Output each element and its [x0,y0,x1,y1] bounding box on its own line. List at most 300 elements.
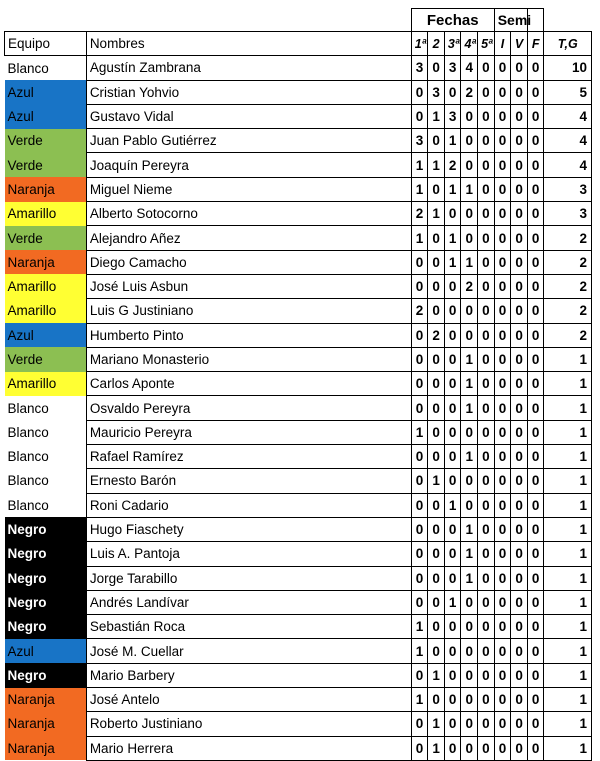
goals-cell: 0 [428,56,445,80]
goals-cell: 0 [461,590,478,614]
goals-cell: 0 [444,663,461,687]
goals-cell: 0 [461,129,478,153]
goals-cell: 0 [494,688,511,712]
team-cell: Azul [5,323,87,347]
goals-cell: 0 [411,445,428,469]
goals-cell: 0 [527,323,544,347]
goals-cell: 0 [461,420,478,444]
goals-cell: 0 [527,566,544,590]
goals-cell: 0 [461,688,478,712]
team-cell: Blanco [5,420,87,444]
total-goals-cell: 1 [544,590,592,614]
goals-cell: 0 [444,323,461,347]
total-goals-cell: 1 [544,663,592,687]
total-goals-cell: 2 [544,226,592,250]
total-goals-cell: 2 [544,299,592,323]
header-group-fechas: Fechas [411,9,494,32]
goals-cell: 0 [527,396,544,420]
total-goals-cell: 1 [544,347,592,371]
goals-cell: 0 [411,517,428,541]
goals-cell: 0 [494,493,511,517]
goals-cell: 0 [494,736,511,760]
team-cell: Verde [5,129,87,153]
goals-cell: 0 [527,347,544,371]
goals-cell: 2 [444,153,461,177]
header-semi-i: I [494,32,511,56]
team-cell: Amarillo [5,202,87,226]
goals-cell: 0 [494,712,511,736]
goals-cell: 1 [428,202,445,226]
player-name: Diego Camacho [86,250,411,274]
goals-cell: 0 [428,250,445,274]
goals-cell: 0 [411,542,428,566]
goals-cell: 0 [511,372,528,396]
total-goals-cell: 1 [544,688,592,712]
goals-cell: 0 [478,56,495,80]
total-goals-cell: 3 [544,202,592,226]
goals-cell: 0 [428,639,445,663]
goals-cell: 0 [428,129,445,153]
goals-cell: 0 [478,250,495,274]
goals-cell: 0 [527,104,544,128]
goals-cell: 1 [411,153,428,177]
goals-cell: 0 [428,226,445,250]
table-row [5,153,592,177]
table-row [5,736,592,760]
goals-cell: 0 [478,323,495,347]
table-row [5,469,592,493]
goals-cell: 0 [478,736,495,760]
table-row [5,542,592,566]
goals-cell: 0 [527,615,544,639]
total-goals-cell: 1 [544,542,592,566]
goals-cell: 0 [527,469,544,493]
goals-cell: 0 [478,420,495,444]
goals-cell: 0 [527,517,544,541]
team-cell: Blanco [5,396,87,420]
header-spacer [544,9,592,32]
goals-cell: 0 [494,250,511,274]
total-goals-cell: 1 [544,615,592,639]
team-cell: Naranja [5,688,87,712]
team-cell: Amarillo [5,299,87,323]
goals-cell: 0 [411,663,428,687]
goals-cell: 0 [478,274,495,298]
player-name: José Luis Asbun [86,274,411,298]
goals-cell: 0 [478,469,495,493]
header-column-row [5,32,592,56]
table-row [5,347,592,371]
goals-cell: 0 [428,420,445,444]
table-row [5,445,592,469]
goals-cell: 0 [461,493,478,517]
player-name: Hugo Fiaschety [86,517,411,541]
player-name: Gustavo Vidal [86,104,411,128]
team-cell: Blanco [5,469,87,493]
goals-cell: 0 [511,274,528,298]
goals-cell: 0 [527,663,544,687]
total-goals-cell: 1 [544,712,592,736]
team-cell: Azul [5,80,87,104]
goals-cell: 0 [428,615,445,639]
goals-cell: 0 [494,153,511,177]
goals-cell: 0 [527,712,544,736]
goals-cell: 0 [494,372,511,396]
total-goals-cell: 1 [544,566,592,590]
goals-cell: 0 [511,299,528,323]
goals-cell: 0 [527,177,544,201]
goals-cell: 0 [428,688,445,712]
team-cell: Verde [5,226,87,250]
goals-cell: 0 [511,542,528,566]
goals-cell: 0 [494,663,511,687]
player-name: Juan Pablo Gutiérrez [86,129,411,153]
goals-cell: 0 [511,736,528,760]
goals-cell: 0 [511,688,528,712]
goals-cell: 0 [428,177,445,201]
goals-cell: 0 [428,396,445,420]
player-name: José Antelo [86,688,411,712]
goals-cell: 0 [527,299,544,323]
player-name: Osvaldo Pereyra [86,396,411,420]
goals-cell: 1 [444,493,461,517]
team-cell: Verde [5,153,87,177]
goals-cell: 1 [444,129,461,153]
goals-cell: 0 [494,129,511,153]
goals-cell: 1 [428,663,445,687]
table-row [5,56,592,80]
scorers-table [4,8,592,761]
goals-cell: 0 [527,445,544,469]
player-name: Alejandro Añez [86,226,411,250]
goals-cell: 0 [444,420,461,444]
table-row [5,420,592,444]
goals-cell: 0 [461,615,478,639]
total-goals-cell: 1 [544,639,592,663]
goals-cell: 0 [527,688,544,712]
player-name: Alberto Sotocorno [86,202,411,226]
goals-cell: 0 [527,202,544,226]
goals-cell: 0 [511,615,528,639]
total-goals-cell: 4 [544,153,592,177]
goals-cell: 1 [461,347,478,371]
table-row [5,299,592,323]
goals-cell: 1 [444,226,461,250]
goals-cell: 0 [461,104,478,128]
player-name: Joaquín Pereyra [86,153,411,177]
goals-cell: 0 [478,129,495,153]
total-goals-cell: 4 [544,104,592,128]
header-spacer [5,9,87,32]
goals-cell: 0 [511,469,528,493]
goals-cell: 0 [428,274,445,298]
goals-cell: 0 [411,347,428,371]
goals-cell: 0 [444,712,461,736]
goals-cell: 0 [428,347,445,371]
goals-cell: 0 [411,493,428,517]
total-goals-cell: 10 [544,56,592,80]
player-name: Mario Herrera [86,736,411,760]
goals-cell: 0 [511,323,528,347]
goals-cell: 0 [461,226,478,250]
table-row [5,104,592,128]
header-group-row [5,9,592,32]
goals-cell: 1 [461,396,478,420]
goals-cell: 0 [444,688,461,712]
goals-cell: 0 [494,396,511,420]
team-cell: Verde [5,347,87,371]
team-cell: Negro [5,542,87,566]
goals-cell: 0 [478,372,495,396]
goals-cell: 0 [444,736,461,760]
goals-cell: 0 [478,590,495,614]
goals-cell: 0 [478,80,495,104]
goals-cell: 0 [527,493,544,517]
team-cell: Naranja [5,177,87,201]
goals-cell: 0 [527,226,544,250]
goals-cell: 0 [411,469,428,493]
total-goals-cell: 1 [544,736,592,760]
team-cell: Blanco [5,445,87,469]
goals-cell: 0 [411,736,428,760]
goals-cell: 0 [461,153,478,177]
goals-cell: 0 [478,445,495,469]
goals-cell: 0 [411,590,428,614]
goals-cell: 0 [428,299,445,323]
total-goals-cell: 1 [544,420,592,444]
goals-cell: 0 [511,226,528,250]
table-row [5,274,592,298]
table-header [5,9,592,56]
goals-cell: 1 [461,566,478,590]
team-cell: Negro [5,663,87,687]
table-row [5,226,592,250]
goals-cell: 0 [428,590,445,614]
goals-cell: 3 [411,56,428,80]
table-row [5,712,592,736]
goals-cell: 1 [461,177,478,201]
player-name: Rafael Ramírez [86,445,411,469]
goals-cell: 0 [527,250,544,274]
goals-cell: 0 [494,639,511,663]
goals-cell: 0 [444,469,461,493]
goals-cell: 1 [411,420,428,444]
goals-cell: 0 [511,590,528,614]
goals-cell: 0 [511,420,528,444]
goals-cell: 0 [461,663,478,687]
goals-cell: 0 [444,566,461,590]
goals-cell: 0 [527,80,544,104]
goals-cell: 1 [444,177,461,201]
header-spacer [86,9,411,32]
goals-cell: 1 [411,615,428,639]
goals-cell: 0 [494,590,511,614]
goals-cell: 4 [461,56,478,80]
table-row [5,250,592,274]
goals-cell: 0 [511,445,528,469]
player-name: Mariano Monasterio [86,347,411,371]
goals-cell: 0 [527,736,544,760]
player-name: Humberto Pinto [86,323,411,347]
goals-cell: 0 [411,566,428,590]
goals-cell: 0 [461,469,478,493]
total-goals-cell: 1 [544,493,592,517]
team-cell: Azul [5,104,87,128]
table-row [5,663,592,687]
player-name: Mario Barbery [86,663,411,687]
goals-cell: 0 [444,80,461,104]
goals-cell: 0 [461,736,478,760]
goals-cell: 0 [527,542,544,566]
goals-cell: 0 [444,445,461,469]
goals-cell: 0 [478,104,495,128]
player-name: Agustín Zambrana [86,56,411,80]
goals-cell: 3 [428,80,445,104]
table-row [5,372,592,396]
goals-cell: 1 [461,445,478,469]
goals-cell: 0 [444,202,461,226]
goals-cell: 0 [478,396,495,420]
goals-cell: 0 [411,80,428,104]
goals-cell: 3 [444,104,461,128]
goals-cell: 0 [478,177,495,201]
goals-cell: 0 [428,542,445,566]
goals-cell: 0 [494,517,511,541]
goals-cell: 0 [444,274,461,298]
header-round-1: 1ª [411,32,428,56]
goals-cell: 0 [478,639,495,663]
team-cell: Naranja [5,736,87,760]
goals-cell: 0 [494,615,511,639]
goals-cell: 3 [444,56,461,80]
goals-cell: 0 [411,250,428,274]
goals-cell: 0 [444,615,461,639]
goals-cell: 0 [511,566,528,590]
goals-cell: 0 [478,493,495,517]
total-goals-cell: 1 [544,396,592,420]
goals-cell: 0 [527,639,544,663]
goals-cell: 0 [478,202,495,226]
goals-cell: 0 [461,202,478,226]
player-name: Jorge Tarabillo [86,566,411,590]
goals-cell: 0 [494,299,511,323]
table-row [5,615,592,639]
goals-cell: 0 [511,663,528,687]
team-cell: Amarillo [5,372,87,396]
goals-cell: 0 [478,712,495,736]
player-name: Sebastián Roca [86,615,411,639]
goals-cell: 2 [411,202,428,226]
total-goals-cell: 2 [544,323,592,347]
table-row [5,517,592,541]
team-cell: Amarillo [5,274,87,298]
goals-cell: 0 [494,347,511,371]
team-cell: Negro [5,590,87,614]
goals-cell: 0 [527,590,544,614]
goals-cell: 0 [478,517,495,541]
table-row [5,566,592,590]
team-cell: Blanco [5,493,87,517]
player-name: José M. Cuellar [86,639,411,663]
total-goals-cell: 1 [544,517,592,541]
goals-cell: 1 [428,104,445,128]
header-round-3: 3ª [444,32,461,56]
player-name: Roberto Justiniano [86,712,411,736]
total-goals-cell: 1 [544,469,592,493]
goals-cell: 0 [478,615,495,639]
total-goals-cell: 2 [544,274,592,298]
goals-cell: 0 [511,56,528,80]
table-row [5,639,592,663]
goals-cell: 0 [444,639,461,663]
goals-cell: 0 [428,566,445,590]
goals-cell: 0 [444,299,461,323]
goals-cell: 1 [411,177,428,201]
goals-cell: 0 [511,129,528,153]
goals-cell: 0 [411,396,428,420]
team-cell: Azul [5,639,87,663]
goals-cell: 1 [411,688,428,712]
header-round-4: 4ª [461,32,478,56]
team-cell: Blanco [5,56,87,80]
goals-cell: 1 [428,153,445,177]
goals-cell: 0 [494,420,511,444]
goals-cell: 1 [444,590,461,614]
goals-cell: 0 [461,299,478,323]
goals-cell: 0 [411,712,428,736]
goals-cell: 1 [428,712,445,736]
player-name: Roni Cadario [86,493,411,517]
goals-cell: 0 [494,80,511,104]
total-goals-cell: 1 [544,445,592,469]
total-goals-cell: 3 [544,177,592,201]
header-group-semi: Semi [494,9,527,32]
goals-cell: 0 [494,226,511,250]
header-semi-v: V [511,32,528,56]
goals-cell: 0 [494,177,511,201]
player-name: Ernesto Barón [86,469,411,493]
goals-cell: 1 [461,542,478,566]
goals-cell: 0 [494,542,511,566]
total-goals-cell: 5 [544,80,592,104]
goals-cell: 0 [511,153,528,177]
goals-cell: 2 [461,80,478,104]
total-goals-cell: 1 [544,372,592,396]
goals-cell: 0 [428,517,445,541]
goals-cell: 0 [444,542,461,566]
header-final: F [527,32,544,56]
goals-cell: 0 [494,56,511,80]
goals-cell: 0 [478,688,495,712]
goals-cell: 0 [428,372,445,396]
goals-cell: 0 [527,420,544,444]
goals-cell: 0 [478,566,495,590]
table-body [5,56,592,761]
player-name: Luis G Justiniano [86,299,411,323]
goals-cell: 0 [411,323,428,347]
table-row [5,129,592,153]
goals-cell: 0 [494,274,511,298]
team-cell: Naranja [5,250,87,274]
goals-cell: 0 [428,445,445,469]
table-row [5,323,592,347]
goals-cell: 0 [511,202,528,226]
goals-cell: 0 [428,493,445,517]
goals-cell: 0 [527,129,544,153]
table-row [5,202,592,226]
header-team: Equipo [5,32,87,56]
goals-cell: 1 [461,372,478,396]
